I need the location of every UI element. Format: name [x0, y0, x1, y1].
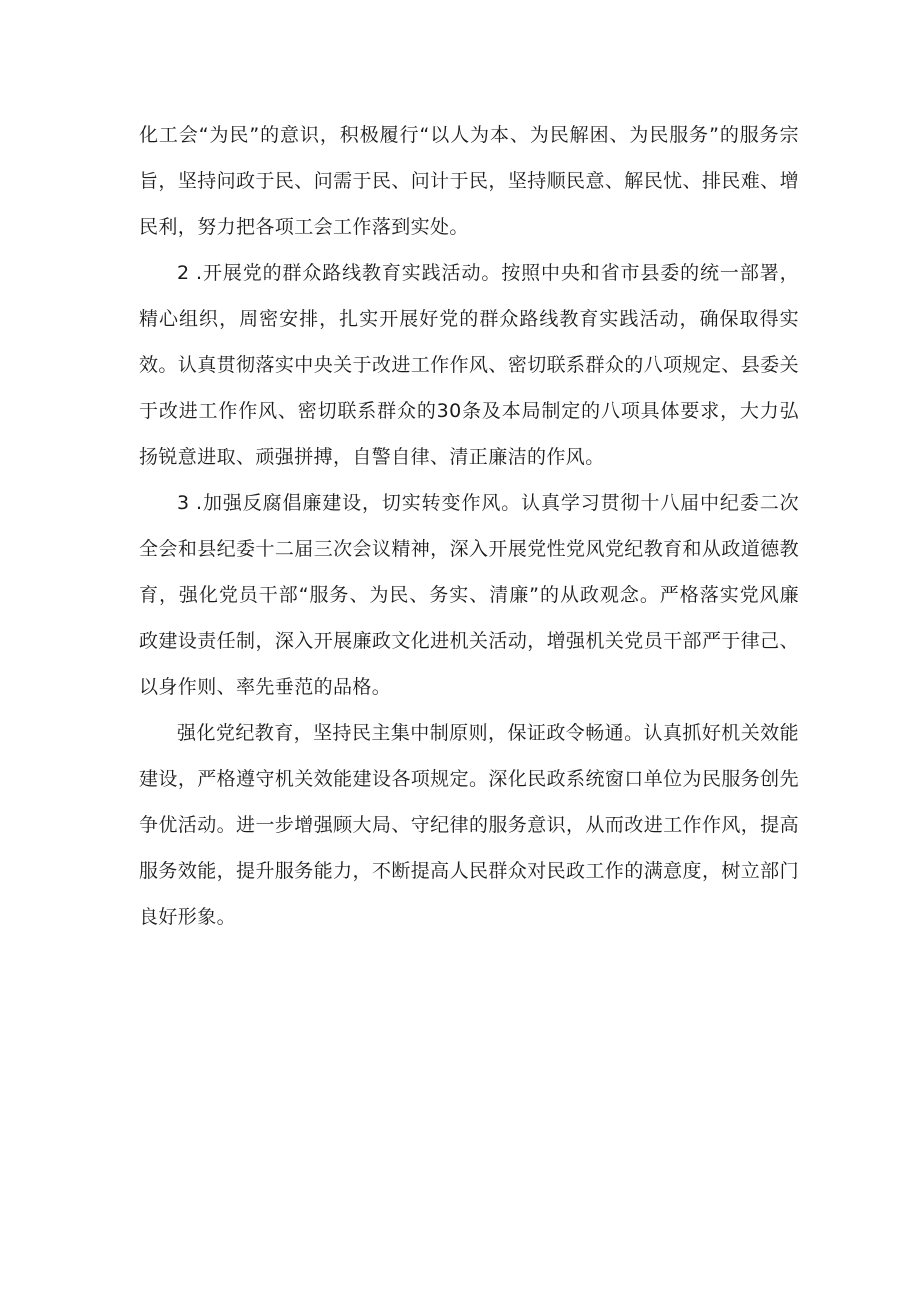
paragraph-text: .开展党的群众路线教育实践活动。按照中央和省市县委的统一部署，精心组织，周密安排，扎实开展好党的群众路线教育实践活动，确保取得实效。认真贯彻落实中央关于改进工作作风、密切联系群众的八项规定、县委关于改进工作作风、密切联系群众的30条及本局制定的八项具体要求，大力弘扬锐意进取、顽强拼搏，自警自律、清正廉洁的作风。	[139, 262, 799, 468]
paragraph-text: .加强反腐倡廉建设，切实转变作风。认真学习贯彻十八届中纪委二次全会和县纪委十二届三次会议精神，深入开展党性党风党纪教育和从政道德教育，强化党员干部“服务、为民、务实、清廉”的从政观念。严格落实党风廉政建设责任制，深入开展廉政文化进机关活动，增强机关党员干部严于律己、以身作则、率先垂范的品格。	[139, 492, 799, 698]
paragraph-item-3	[139, 480, 799, 710]
paragraph-text: 强化党纪教育，坚持民主集中制原则，保证政令畅通。认真抓好机关效能建设，严格遵守机关效能建设各项规定。深化民政系统窗口单位为民服务创先争优活动。进一步增强顾大局、守纪律的服务意识，从而改进工作作风，提高服务效能，提升服务能力，不断提高人民群众对民政工作的满意度，树立部门良好形象。	[139, 722, 799, 928]
item-number: 2	[177, 262, 190, 284]
document-body	[139, 112, 799, 940]
item-number: 3	[177, 492, 190, 514]
paragraph-text: 化工会“为民”的意识，积极履行“以人为本、为民解困、为民服务”的服务宗旨，坚持问政于民、问需于民、问计于民，坚持顺民意、解民忧、排民难、增民利，努力把各项工会工作落到实处。	[139, 124, 799, 238]
paragraph-item-2	[139, 250, 799, 480]
paragraph-discipline	[139, 710, 799, 940]
paragraph-continuation	[139, 112, 799, 250]
